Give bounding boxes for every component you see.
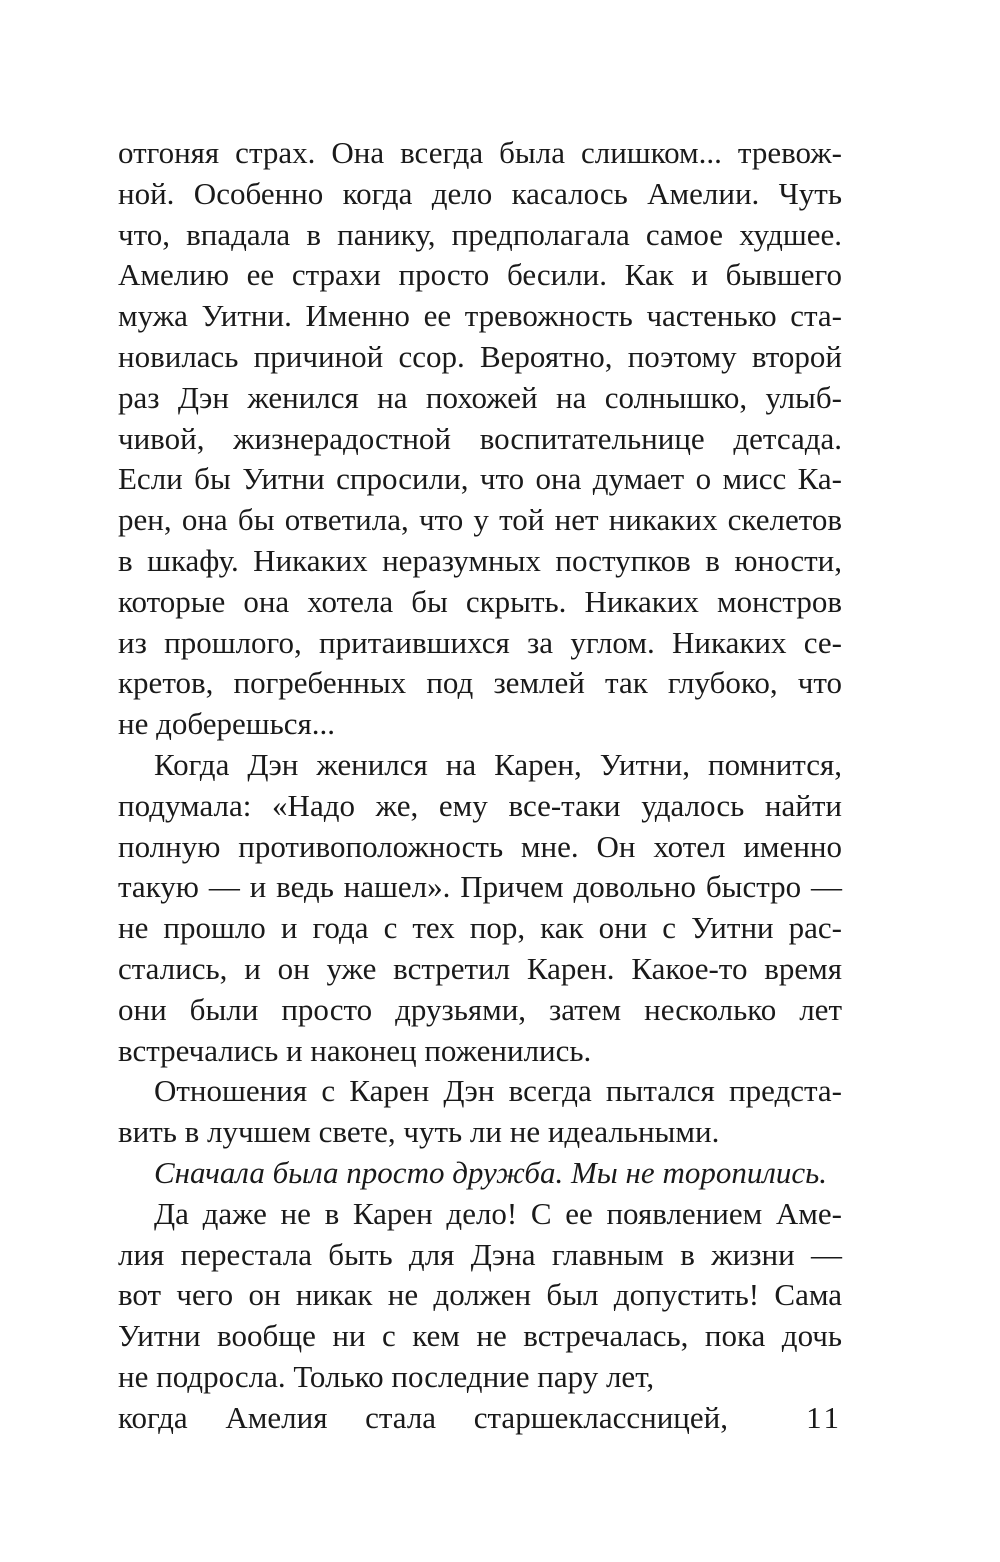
- text-line: такую — и ведь нашел». Причем довольно быстро —: [118, 869, 842, 905]
- text-line: Если бы Уитни спросили, что она думает о мисс Ка-: [118, 461, 842, 497]
- text-line: кретов, погребенных под землей так глубоко, что: [118, 665, 842, 701]
- text-line: ной. Особенно когда дело касалось Амелии. Чуть: [118, 175, 842, 211]
- text-line: они были просто друзьями, затем несколько лет: [118, 991, 842, 1027]
- text-line: чивой, жизнерадостной воспитательнице детсада.: [118, 420, 842, 456]
- text-line: стались, и он уже встретил Карен. Какое-то время: [118, 950, 842, 986]
- paragraph-first-line: Когда Дэн женился на Карен, Уитни, помнится,: [154, 746, 842, 782]
- text-line: что, впадала в панику, предполагала самое худшее.: [118, 216, 842, 252]
- text-line: полную противоположность мне. Он хотел именно: [118, 828, 842, 864]
- text-line: не доберешься...: [118, 706, 336, 742]
- text-line: не прошло и года с тех пор, как они с Уитни рас-: [118, 910, 842, 946]
- text-line: лия перестала быть для Дэна главным в жизни —: [118, 1236, 842, 1272]
- text-line: вот чего он никак не должен был допустить! Сама: [118, 1277, 842, 1313]
- book-page: [118, 133, 842, 1439]
- text-line: когда Амелия стала старшеклассницей,: [118, 1399, 728, 1435]
- text-line: из прошлого, притаившихся за углом. Никаких се-: [118, 624, 842, 660]
- paragraph-first-line: Да даже не в Карен дело! С ее появлением Аме-: [154, 1195, 842, 1231]
- text-line: рен, она бы ответила, что у той нет никаких скелетов: [118, 502, 842, 538]
- text-line: новилась причиной ссор. Вероятно, поэтому второй: [118, 338, 842, 374]
- italic-thought-line: Сначала была просто дружба. Мы не торопились.: [154, 1154, 827, 1190]
- page-footer: [118, 1398, 842, 1439]
- text-line: в шкафу. Никаких неразумных поступков в юности,: [118, 542, 842, 578]
- text-line: не подросла. Только последние пару лет,: [118, 1358, 655, 1394]
- text-line: которые она хотела бы скрыть. Никаких монстров: [118, 583, 842, 619]
- text-line: встречались и наконец поженились.: [118, 1032, 592, 1068]
- text-line: Уитни вообще ни с кем не встречалась, пока дочь: [118, 1318, 842, 1354]
- page-number: 11: [806, 1399, 842, 1435]
- text-line: подумала: «Надо же, ему все-таки удалось найти: [118, 787, 842, 823]
- text-line: раз Дэн женился на похожей на солнышко, улыб-: [118, 379, 842, 415]
- text-line: отгоняя страх. Она всегда была слишком... тревож-: [118, 135, 842, 170]
- text-line: вить в лучшем свете, чуть ли не идеальными.: [118, 1114, 720, 1150]
- text-line: мужа Уитни. Именно ее тревожность частенько ста-: [118, 298, 842, 334]
- paragraph-first-line: Отношения с Карен Дэн всегда пытался предста-: [154, 1073, 842, 1109]
- text-line: Амелию ее страхи просто бесили. Как и бывшего: [118, 257, 842, 293]
